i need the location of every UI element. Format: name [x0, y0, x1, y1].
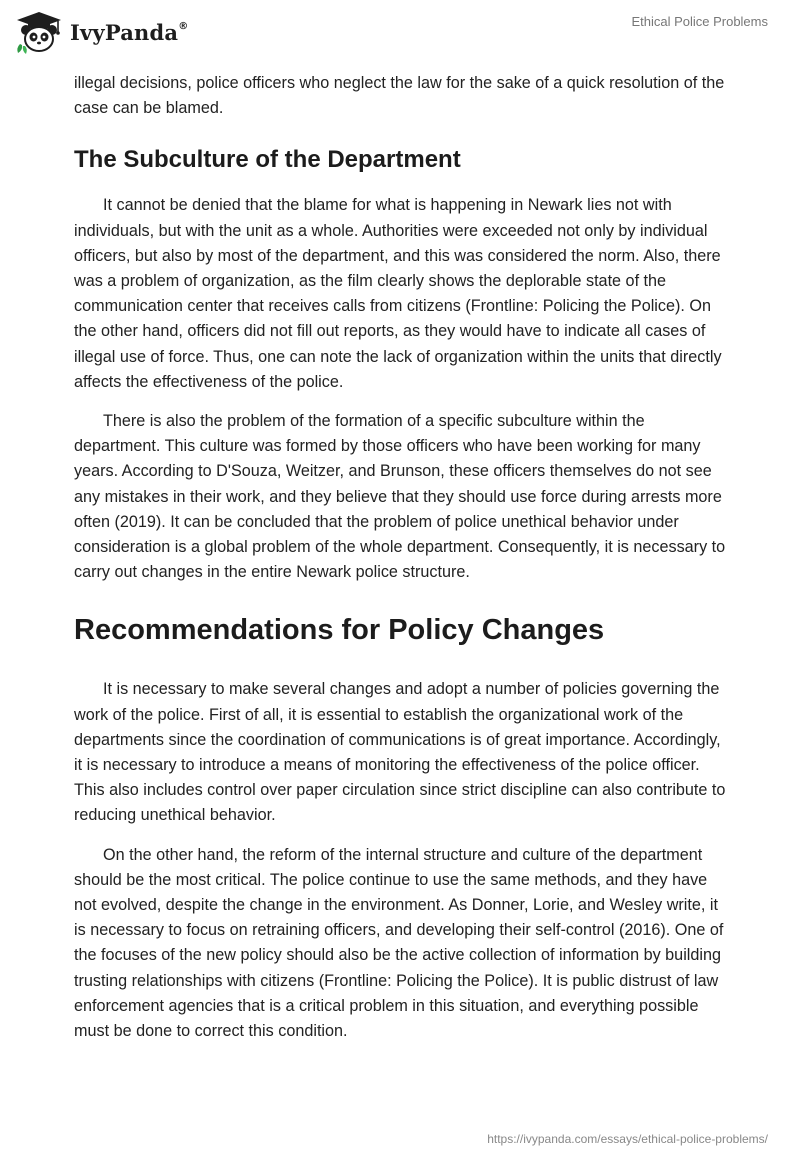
brand-name: IvyPanda®	[70, 19, 189, 45]
registered-mark: ®	[178, 20, 189, 32]
subculture-paragraph-2: There is also the problem of the formation of a specific subculture within the department. This culture was formed by those officers who have been working for many years. According to D'Souza, Weitzer, and Brunson, these officers themselves do not see any mistakes in their work, and they believe that they should use force during arrests more often (2019). It can be concluded that the problem of police unethical behavior under consideration is a global problem of the whole department. Consequently, it is necessary to carry out changes in the entire Newark police structure.	[74, 412, 726, 582]
ivypanda-logo[interactable]	[14, 10, 188, 54]
page-header	[0, 0, 800, 64]
document-title: Ethical Police Problems	[631, 14, 768, 29]
section-heading-subculture: The Subculture of the Department	[74, 146, 461, 174]
recommendations-paragraph-1: It is necessary to make several changes and adopt a number of policies governing the work of the police. First of all, it is essential to establish the organizational work of the departments since the coordination of communications is of great importance. Accordingly, it is necessary to introduce a means of monitoring the effectiveness of the police officer. This also includes control over paper circulation since strict discipline can also contribute to reducing unethical behavior.	[74, 680, 726, 825]
subculture-paragraph-1: It cannot be denied that the blame for what is happening in Newark lies not with individuals, but with the unit as a whole. Authorities were exceeded not only by individual officers, but also by most of the department, and this was considered the norm. Also, there was a problem of organization, as the film clearly shows the deplorable state of the communication center that receives calls from citizens (Frontline: Policing the Police). On the other hand, officers did not fill out reports, as they would have to indicate all cases of illegal use of force. Thus, one can note the lack of organization within the units that directly affects the effectiveness of the police.	[74, 196, 722, 391]
intro-paragraph: illegal decisions, police officers who neglect the law for the sake of a quick resolution of the case can be blamed.	[74, 74, 725, 118]
recommendations-paragraph-2: On the other hand, the reform of the internal structure and culture of the department should be the most critical. The police continue to use the same methods, and they have not evolved, despite the change in the environment. As Donner, Lorie, and Wesley write, it is necessary to focus on retraining officers, and developing their self-control (2016). One of the focuses of the new policy should also be the active collection of information by building trusting relationships with citizens (Frontline: Policing the Police). It is public distrust of law enforcement agencies that is a critical problem in this situation, and everything possible must be done to correct this condition.	[74, 845, 724, 1041]
section-heading-recommendations: Recommendations for Policy Changes	[74, 614, 605, 647]
source-url[interactable]: https://ivypanda.com/essays/ethical-police-problems/	[487, 1132, 768, 1146]
panda-graduate-icon	[14, 10, 64, 54]
essay-body	[74, 71, 730, 1058]
